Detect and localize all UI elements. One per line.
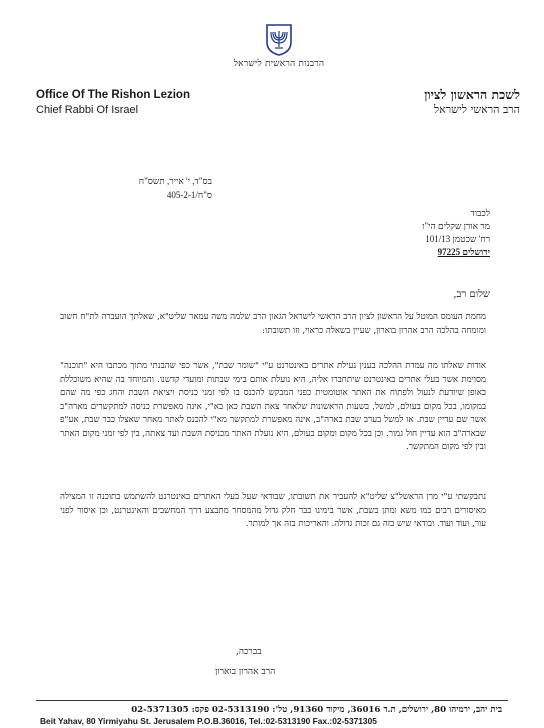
office-title-hebrew: לשכת הראשון לציון	[424, 87, 520, 102]
letter-date: בס"ד, י' אייר, תשס"ח	[138, 176, 212, 186]
footer-address-english: Beit Yahav, 80 Yirmiyahu St. Jerusalem P.O.B.36016, Tel.:02-5313190 Fax.:02-5371305	[40, 716, 377, 726]
office-title-english: Office Of The Rishon Lezion	[36, 89, 190, 101]
paragraph: מחמת העומס המוטל על הראשון לציון הרב הראשי לישראל הגאון הרב שלמה משה עמאר שליט"א, שאלתך הועברה לת"ח חשוב ומומחה בהלכה הרב אהרון בוארון, שעיין בשאלה כראוי, וזו תשובתו:	[60, 312, 486, 336]
chief-title-english: Chief Rabbi Of Israel	[36, 104, 139, 116]
recipient-to: לכבוד	[470, 208, 490, 218]
paragraph: נתבקשתי ע"י מרן הראשל"צ שליט"א להעביר את תשובתו, שבודאי שעל בעלי האתרים באינטרנט להשתמש בתוכנה זו המצילה מאיסורים רבים כמו משא ומתן בשבת, אשר בימינו כבר חלק גדול מהמסחר מתבצע דרך המחשבים והאינטרנט, וכן איסור לפני עור, ועוד ועוד. ובודאי שיש בזה גם זכות גדולה. והאריכות בזה אך למותר.	[60, 492, 486, 529]
greeting: שלום רב,	[453, 289, 490, 300]
chief-title-hebrew: הרב הראשי לישראל	[434, 103, 520, 116]
recipient-city: ירושלים 97225	[437, 247, 490, 257]
signature-name: הרב אהרון בוארון	[215, 667, 276, 677]
signature-blessing: בברכה,	[236, 647, 262, 657]
letter-reference: ס"ח/405-2-1	[166, 190, 212, 200]
recipient-name: מר אורן שקלים הי"ו	[422, 221, 490, 231]
header-institution-title: הרבנות הראשית לישראל	[233, 59, 325, 69]
menorah-emblem-icon	[262, 22, 296, 56]
paragraph: אודות שאלתו מה עמדת ההלכה בענין נעילת אתרים באינטרנט ע"י "שומר שבת", אשר כפי שהבנתי מתוך מכתבו היא "תוכנה" מסוימת אשר בעלי אתרים באינטרנט שיתחברו אליה, היא נועלת אותם בימי שבתות ומועדי קדשנו. והמיוחד בה שהיא משוכללת באופן שיודעת לנעול ולפתוח את האתר אוטומטית כפני המבקש להכנס בו לפי זמני כניסת ויציאת השבת והחג כפי מה שהם במקומו, בכל מקום בעולם, למשל, בשעות הראשונות שלאחר צאת השבת כאן בא"י, אינה מאפשרת כניסה למתקשרים מארה"ב אשר שם עדיין שבת. או למשל בערב שבת בארה"ב, אינה מאפשרת למתקשר מא"י להכנס לאתר מאחר שאצלו כבר שבת, אע"פ שבארה"ב הוא עדיין חול גמור. וכן בכל מקום ומקום בעולם, היא נועלת האתר מכניסת השבת ועד צאתה, בין לפי זמני מקום האתר ובין לפי מקום המתקשר.	[60, 361, 486, 452]
footer-divider	[36, 700, 508, 701]
footer-address-hebrew: בית יהב, ירמיהו 80, ירושלים, ת.ד 36016, מיקוד 91360, טל': 02-5313190 פקס: 02-5371305	[131, 705, 502, 715]
recipient-street: רח' שכטמן 101/13	[425, 234, 490, 244]
